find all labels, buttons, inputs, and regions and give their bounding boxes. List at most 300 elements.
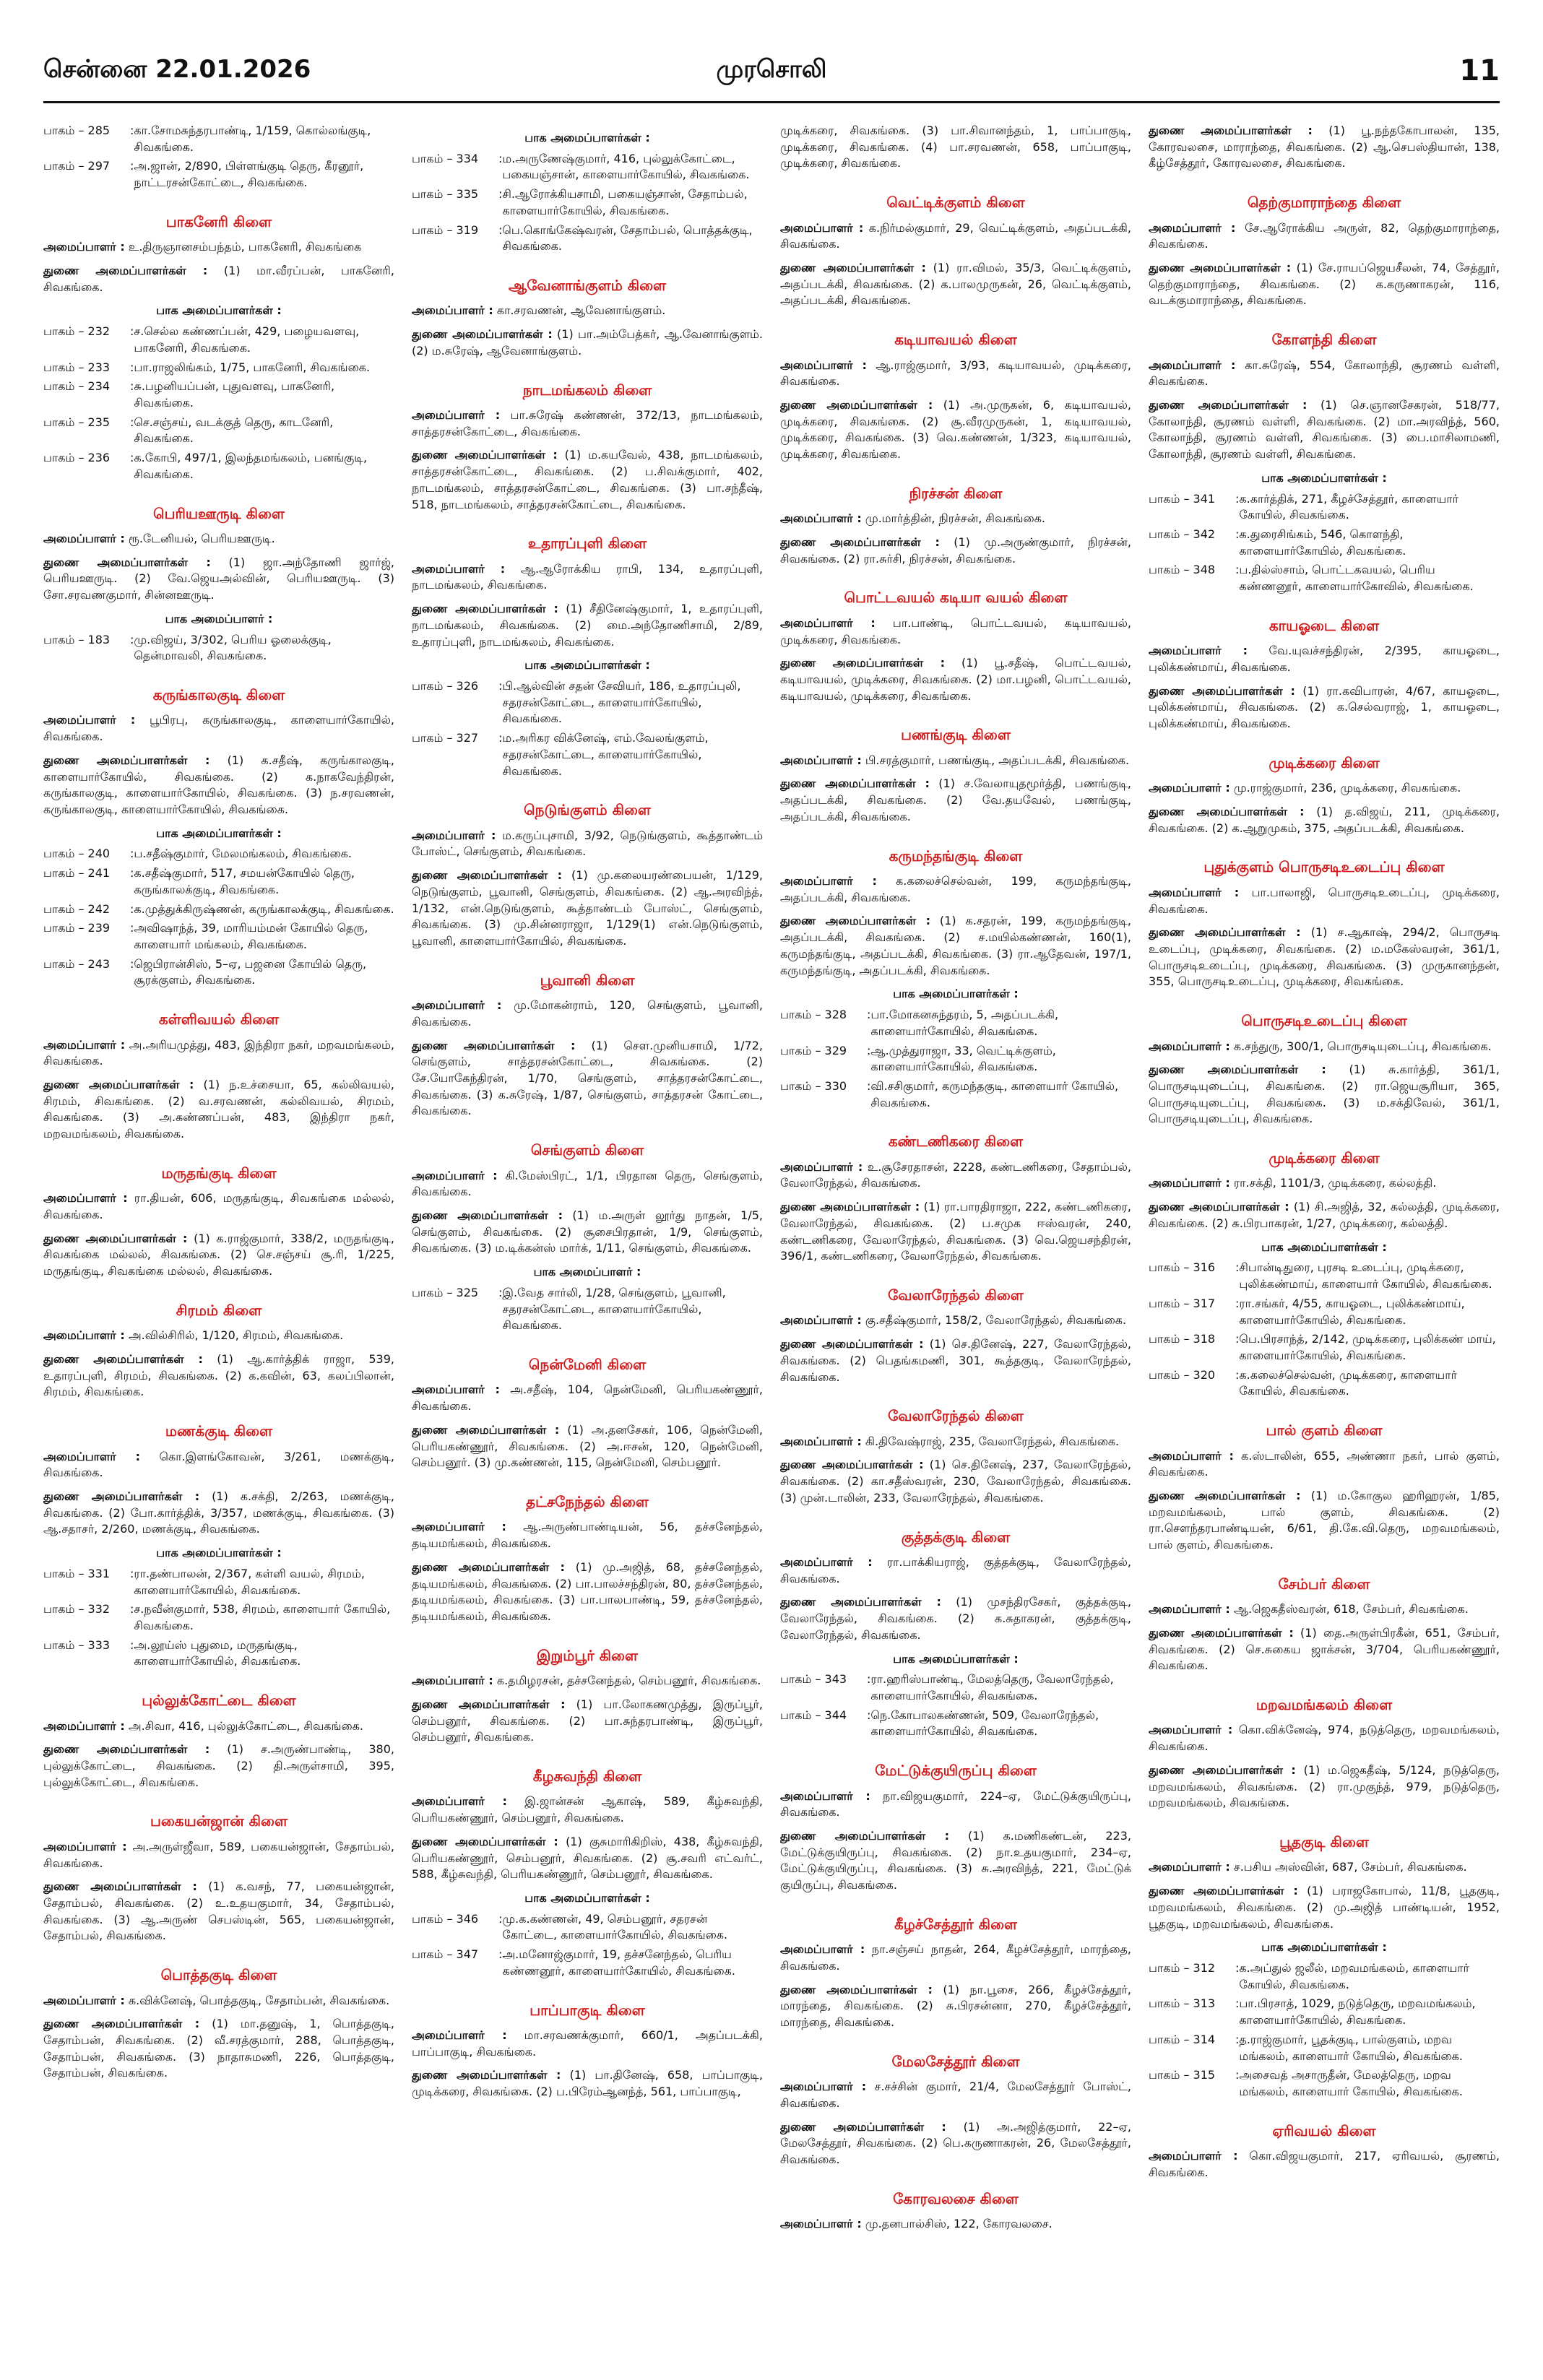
officer-details: (1) ஆ.கார்த்திக் ராஜா, 539, உதாரப்புளி, சிரமம், சிவகங்கை. (2) க.கவின், 63, கலப்பிலான், சிரமம், சிவகங்கை.: [43, 1352, 394, 1399]
booth-row: [43, 324, 394, 356]
branch-heading: கோளந்தி கிளை: [1271, 331, 1377, 349]
officer-entry: [43, 712, 394, 745]
officer-details: (1) ந.உச்சையா, 65, கல்லிவயல், சிரமம், சிவகங்கை. (2) வ.சரவணன், கல்லிவயல், சிரமம், சிவகங்கை. (3) அ.கண்ணப்பன், 483, இந்திரா நகர், மறவமங்கலம், சிவகங்கை.: [43, 1078, 394, 1141]
officer-entry: [1149, 1859, 1500, 1876]
officer-entry: [780, 358, 1131, 390]
booth-separator: :: [130, 956, 134, 971]
booth-number: பாகம் – 332: [43, 1602, 111, 1617]
booth-row: [43, 123, 394, 155]
officer-details: (1) ச.அருண்பாண்டி, 380, புல்லுக்கோட்டை, சிவகங்கை. (2) தி.அருள்சாமி, 395, புல்லுக்கோட்டை, சிவகங்கை.: [43, 1742, 394, 1789]
branch-heading: புல்லுக்கோட்டை கிளை: [142, 1692, 296, 1710]
booth-agent: க.கோபி, 497/1, இலந்தமங்கலம், பனங்குடி, சிவகங்கை.: [134, 451, 368, 481]
officer-details: க.சந்துரு, 300/1, பொருசடியுடைப்பு, சிவகங்கை.: [1233, 1039, 1492, 1053]
officer-entry: [780, 1594, 1131, 1643]
branch-heading: முடிக்கரை கிளை: [1268, 1149, 1380, 1167]
officer-role-label: அமைப்பாளர் :: [1149, 885, 1240, 899]
officer-entry: [780, 1982, 1131, 2031]
officer-details: கொ.விக்னேஷ், 974, நடுத்தெரு, மறவமங்கலம், சிவகங்கை.: [1149, 1723, 1500, 1754]
officer-role-label: துணை அமைப்பாளர்கள் :: [780, 1200, 920, 1214]
branch-section: [43, 685, 394, 989]
booth-separator: :: [130, 379, 134, 394]
branch-heading: தட்சநேந்தல் கிளை: [526, 1492, 649, 1510]
booth-number: பாகம் – 342: [1149, 527, 1216, 541]
branch-section: [43, 123, 394, 191]
officer-details: (1) செ.தினேஷ், 237, வேலாரேந்தல், சிவகங்கை. (2) கா.சதீஸ்வரன், 230, வேலாரேந்தல், சிவகங்கை. (3) முன்.டாலின், 233, வேலாரேந்தல், சிவகங்கை.: [780, 1458, 1131, 1505]
booth-number: பாகம் – 243: [43, 956, 111, 971]
officer-role-label: அமைப்பாளர் :: [43, 1191, 128, 1206]
officer-entry: [412, 998, 763, 1030]
booth-number: பாகம் – 335: [412, 187, 479, 202]
edition-date: சென்னை 22.01.2026: [43, 55, 311, 84]
officer-entry: [412, 1519, 763, 1552]
booth-row: [1149, 1260, 1500, 1292]
booth-separator: :: [130, 866, 134, 880]
booth-agent: ஆ.முத்துராஜா, 33, வெட்டிக்குளம், காளையார்கோயில், சிவகங்கை.: [870, 1043, 1056, 1074]
booth-agent: ச.செல்ல கண்ணப்பன், 429, பழையவளவு, பாகனேரி, சிவகங்கை.: [134, 324, 360, 355]
officer-entry: [780, 1312, 1131, 1329]
officer-role-label: துணை அமைப்பாளர்கள் :: [1149, 1762, 1296, 1777]
booth-row: [1149, 1367, 1500, 1400]
branch-heading: நெடுங்குளம் கிளை: [524, 801, 651, 819]
officer-details: ஆ.ஜெகதீஸ்வரன், 618, சேம்பர், சிவகங்கை.: [1233, 1602, 1469, 1617]
officer-entry: [780, 776, 1131, 825]
officer-entry: [1149, 683, 1500, 732]
officer-details: (1) ம.கயவேல், 438, நாடமங்கலம், சாத்தரசன்கோட்டை, சிவகங்கை. (2) ப.சிவக்குமார், 402, நாடமங்கலம், சாத்தரசன்கோட்டை, சிவகங்கை. (3) பா.சந்தீஷ், 518, நாடமங்கலம், சாத்தரசன்கோட்டை, சிவகங்கை.: [412, 448, 763, 511]
officer-entry: [780, 1942, 1131, 1974]
booth-number: பாகம் – 319: [412, 222, 479, 237]
booth-agent: ம.அருணேஷ்குமார், 416, புல்லுக்கோட்டை, பகையஞ்சான், காளையார்கோயில், சிவகங்கை.: [502, 151, 750, 182]
booth-separator: :: [1235, 1296, 1240, 1310]
officer-entry: [780, 615, 1131, 648]
officer-role-label: அமைப்பாளர் :: [780, 874, 877, 888]
booth-agent: க.சதீஷ்குமார், 517, சமயன்கோயில் தெரு, கருங்காலக்குடி, சிவகங்கை.: [134, 866, 355, 896]
officer-details: மா.சரவணக்குமார், 660/1, அதப்படக்கி, பாப்பாகுடி, சிவகங்கை.: [412, 2028, 763, 2059]
officer-entry: [412, 1208, 763, 1257]
booth-row: [43, 846, 394, 862]
booth-number: பாகம் – 297: [43, 159, 111, 173]
officer-role-label: துணை அமைப்பாளர்கள் :: [780, 397, 933, 412]
booth-number: பாகம் – 326: [412, 678, 479, 693]
booth-number: பாகம் – 347: [412, 1947, 479, 1962]
booth-row: [780, 1708, 1131, 1740]
officer-role-label: துணை அமைப்பாளர்கள் :: [1149, 804, 1305, 818]
booth-row: [1149, 562, 1500, 594]
officer-entry: [43, 239, 394, 256]
officer-details: ரூ.டேனியல், பெரியஊருடி.: [128, 532, 275, 545]
booth-agent: பா.பிரசாத், 1029, நடுத்தெரு, மறவமங்கலம், காளையார்கோயில், சிவகங்கை.: [1239, 1996, 1476, 2028]
officer-details: (1) சீதினேஷ்குமார், 1, உதாரப்புளி, நாடமங்கலம், சிவகங்கை. (2) மை.அந்தோணிசாமி, 2/89, உதாரப்புளி, நாடமங்கலம், சிவகங்கை.: [412, 602, 763, 649]
booth-agent: பா.மோகனசுந்தரம், 5, அதப்படக்கி, காளையார்கோயில், சிவகங்கை.: [870, 1008, 1059, 1038]
branch-section: [412, 1492, 763, 1625]
booth-agent: அ.லூய்ஸ் புதுமை, மருதங்குடி, காளையார்கோயில், சிவகங்கை.: [134, 1637, 301, 1669]
booth-number: பாகம் – 318: [1149, 1332, 1216, 1346]
booth-separator: :: [1235, 1332, 1240, 1346]
branch-heading: கருங்காலகுடி கிளை: [152, 686, 285, 704]
officer-details: க.தமிழரசன், தச்சனேந்தல், செம்பனூர், சிவகங்கை.: [496, 1674, 761, 1688]
booth-agent: க.துரைசிங்கம், 546, கொளந்தி, காளையார்கோயில், சிவகங்கை.: [1239, 527, 1406, 558]
branch-heading: நிரச்சன் கிளை: [909, 484, 1003, 502]
branch-section: [1149, 1695, 1500, 1812]
officer-role-label: துணை அமைப்பாளர்கள் :: [412, 448, 558, 462]
officer-role-label: அமைப்பாளர் :: [1149, 781, 1230, 795]
officer-role-label: அமைப்பாளர் :: [412, 1794, 507, 1809]
booth-separator: :: [498, 1285, 503, 1299]
officer-details: (1) முசந்திரசேகர், குத்தக்குடி, வேலாரேந்தல், சிவகங்கை. (2) க.சுதாகரன், குத்தக்குடி, வேலாரேந்தல், சிவகங்கை.: [780, 1595, 1131, 1642]
branch-section: [412, 130, 763, 255]
officer-entry: [780, 1828, 1131, 1894]
officer-entry: [43, 753, 394, 818]
booth-agent: க.கார்த்திக், 271, கீழச்சேத்தூர், காளையார் கோயில், சிவகங்கை.: [1239, 491, 1458, 522]
branch-heading: பொருசடிஉடைப்பு கிளை: [1241, 1012, 1407, 1030]
officer-entry: [780, 2119, 1131, 2168]
booth-agent: பெ.பிரசாந்த், 2/142, முடிக்கரை, புலிக்கண் மாய், காளையார்கோயில், சிவகங்கை.: [1239, 1332, 1496, 1362]
officer-role-label: துணை அமைப்பாளர்கள் :: [412, 1559, 565, 1574]
officer-entry: [43, 1037, 394, 1070]
officer-role-label: துணை அமைப்பாளர்கள் :: [780, 1337, 924, 1351]
officer-entry: [1149, 1175, 1500, 1192]
branch-heading: நென்மேனி கிளை: [528, 1356, 647, 1373]
booth-separator: :: [1235, 491, 1240, 506]
article-columns: [43, 123, 1500, 2347]
officer-details: அ.வில்சிரில், 1/120, சிரமம், சிவகங்கை.: [128, 1328, 344, 1343]
officer-role-label: துணை அமைப்பாளர்கள் :: [780, 1595, 941, 1609]
officer-entry: [1149, 1601, 1500, 1618]
booth-row: [43, 360, 394, 376]
booth-row: [43, 956, 394, 989]
officer-entry: [1149, 2148, 1500, 2181]
booth-separator: :: [867, 1708, 871, 1722]
officer-entry: [780, 260, 1131, 309]
officer-role-label: அமைப்பாளர் :: [1149, 1448, 1234, 1463]
officer-entry: [43, 263, 394, 295]
officer-role-label: அமைப்பாளர் :: [412, 303, 493, 318]
officer-entry: [412, 303, 763, 319]
officer-details: (1) ம.அருள் லூர்து நாதன், 1/5, செங்குளம், சிவகங்கை. (2) சூசைபிரதான், 1/9, செங்குளம், சிவகங்கை. (3) ம.டிக்கன்ஸ் மார்க், 1/11, செங்குளம், சிவகங்கை.: [412, 1208, 763, 1255]
branch-heading: இறும்பூர் கிளை: [537, 1646, 638, 1664]
officer-role-label: துணை அமைப்பாளர்கள் :: [1149, 925, 1301, 940]
branch-heading: மேலசேத்தூர் கிளை: [891, 2052, 1020, 2070]
officer-role-label: துணை அமைப்பாளர்கள் :: [43, 1078, 194, 1092]
branch-heading: மேட்டுக்குயிருப்பு கிளை: [875, 1762, 1037, 1780]
officer-entry: [43, 1489, 394, 1538]
booth-number: பாகம் – 329: [780, 1043, 847, 1057]
officer-role-label: அமைப்பாளர் :: [780, 358, 867, 372]
officer-details: (1) த.விஜய், 211, முடிக்கரை, சிவகங்கை. (2) க.ஆறுமுகம், 375, அதப்படக்கி, சிவகங்கை.: [1149, 804, 1500, 835]
branch-heading: கள்ளிவயல் கிளை: [158, 1011, 280, 1029]
officer-role-label: துணை அமைப்பாளர்கள் :: [1149, 1884, 1298, 1898]
officer-details: (1) தை.அருள்பிரகீன், 651, சேம்பர், சிவகங்கை. (2) செ.சுகைய ஜாக்சன், 3/704, பெரியகண்ணூர், சிவகங்கை.: [1149, 1625, 1500, 1673]
officer-entry: [780, 655, 1131, 704]
officer-role-label: துணை அமைப்பாளர்கள் :: [43, 2017, 200, 2031]
booth-agent: செ.சஞ்சய், வடக்குத் தெரு, காடனேரி, சிவகங்கை.: [134, 415, 334, 446]
officer-entry: [1149, 780, 1500, 797]
booth-agent: ஜெபிரான்சிஸ், 5–ஏ, பஜனை கோயில் தெரு, சூரக்குளம், சிவகங்கை.: [134, 956, 367, 987]
booth-separator: :: [1235, 2068, 1240, 2082]
officer-entry: [1149, 1199, 1500, 1232]
booth-agent: சி.ஆரோக்கியசாமி, பகையஞ்சான், சேதாம்பல், காளையார்கோயில், சிவகங்கை.: [502, 187, 748, 217]
officer-role-label: துணை அமைப்பாளர்கள் :: [780, 1982, 933, 1996]
officer-entry: [1149, 123, 1500, 172]
officer-details: பா.பாண்டி, பொட்டவயல், கடியாவயல், முடிக்கரை, சிவகங்கை.: [780, 615, 1131, 646]
booth-number: பாகம் – 285: [43, 124, 111, 137]
officer-entry: [1149, 1625, 1500, 1674]
booth-number: பாகம் – 183: [43, 632, 111, 646]
officer-entry: [1149, 1488, 1500, 1554]
officer-entry: [1149, 643, 1500, 675]
officer-entry: [43, 1328, 394, 1344]
officer-details: ச.சச்சின் குமார், 21/4, மேலசேத்தூர் போஸ்ட், சிவகங்கை.: [780, 2080, 1131, 2110]
booth-agents-subheading: பாக அமைப்பாளர்கள் :: [156, 826, 282, 840]
booth-separator: :: [867, 1008, 871, 1022]
officer-role-label: துணை அமைப்பாளர்கள் :: [1149, 124, 1313, 137]
branch-heading: பொத்தகுடி கிளை: [160, 1966, 277, 1984]
officer-details: உ.திருஞானசம்பந்தம், பாகனேரி, சிவகங்கை: [128, 240, 362, 254]
officer-details: (1) குசுமாரிகிறிஸ், 438, கீழ்சுவந்தி, பெரியகண்ணூர், செம்பனூர், சிவகங்கை. (2) சூ.சவரி எட்வர்ட், 588, கீழ்சுவந்தி, பெரியகண்ணூர், செம்பனூர், சிவகங்கை.: [412, 1834, 763, 1882]
officer-details: கொ.இளங்கோவன், 3/261, மணக்குடி, சிவகங்கை.: [43, 1449, 394, 1480]
officer-entry: [780, 2079, 1131, 2111]
officer-role-label: அமைப்பாளர் :: [43, 532, 125, 545]
officer-details: (1) ம.கோகுல ஹரிஹரன், 1/85, மறவமங்கலம், பால் குளம், சிவகங்கை. (2) ரா.சௌந்தரபாண்டியன், 6/61, தி.கே.வி.தெரு, மறவமங்கலம், பால் குளம், சிவகங்கை.: [1149, 1488, 1500, 1552]
booth-row: [43, 1566, 394, 1598]
booth-separator: :: [130, 847, 134, 861]
booth-agents-subheading: பாக அமைப்பாளர்கள் :: [524, 1890, 650, 1905]
officer-entry: [780, 1457, 1131, 1506]
booth-agents-subheading: பாக அமைப்பாளர்கள் :: [156, 1546, 282, 1560]
booth-agent: அசைவத் அசாருதீன், மேலத்தெரு, மறவ மங்கலம், காளையார் கோயில், சிவகங்கை.: [1239, 2068, 1463, 2099]
officer-role-label: துணை அமைப்பாளர்கள் :: [1149, 1625, 1294, 1640]
officer-details: (1) ரா.கவிபாரன், 4/67, காயஓடை, புலிக்கண்மாய், சிவகங்கை. (2) க.செல்வராஜ், 1, காயஓடை, புலிக்கண்மாய், சிவகங்கை.: [1149, 683, 1500, 731]
branch-heading: பூவானி கிளை: [540, 971, 635, 989]
booth-number: பாகம் – 333: [43, 1637, 111, 1652]
booth-agent: அ.ஜான், 2/890, பிள்ளங்குடி தெரு, கீரனூர், நாட்டரசன்கோட்டை, சிவகங்கை.: [134, 159, 364, 190]
branch-heading: கருமந்தங்குடி கிளை: [889, 847, 1023, 865]
branch-heading: சிரமம் கிளை: [176, 1301, 262, 1319]
officer-details: ரா.தியன், 606, மருதங்குடி, சிவகங்கை மல்லல், சிவகங்கை.: [43, 1191, 394, 1222]
branch-section: [43, 503, 394, 665]
branch-section: [1149, 1420, 1500, 1554]
officer-role-label: துணை அமைப்பாளர்கள் :: [1149, 683, 1295, 698]
column-1: [43, 123, 394, 2347]
officer-role-label: அமைப்பாளர் :: [412, 1674, 493, 1688]
branch-section: [1149, 753, 1500, 837]
branch-heading: கீழசுவந்தி கிளை: [532, 1767, 642, 1785]
officer-details: (1) பராஜகோபால், 11/8, பூதகுடி, மறவமங்கலம், சிவகங்கை. (2) மு.அஜித் பாண்டியன், 1952, பூதகுடி, மறவமங்கலம், சிவகங்கை.: [1149, 1884, 1500, 1931]
officer-details: க.விக்னேஷ், பொத்தகுடி, சேதாம்பன், சிவகங்கை.: [128, 1993, 390, 2007]
officer-role-label: துணை அமைப்பாளர்கள் :: [780, 914, 930, 928]
booth-number: பாகம் – 314: [1149, 2032, 1216, 2046]
booth-number: பாகம் – 343: [780, 1672, 847, 1687]
officer-entry: [780, 397, 1131, 463]
officer-role-label: துணை அமைப்பாளர்கள் :: [412, 1038, 576, 1052]
officer-role-label: துணை அமைப்பாளர்கள் :: [1149, 260, 1292, 274]
branch-heading: ஏரிவயல் கிளை: [1272, 2121, 1376, 2139]
officer-role-label: அமைப்பாளர் :: [780, 1434, 862, 1448]
branch-heading: தெற்குமாராந்தை கிளை: [1247, 194, 1401, 212]
booth-separator: :: [130, 921, 134, 935]
officer-details: ரா.பாக்கியராஜ், குத்தக்குடி, வேலாரேந்தல், சிவகங்கை.: [780, 1555, 1131, 1585]
officer-entry: [1149, 1448, 1500, 1481]
branch-heading: மறவமங்கலம் கிளை: [1255, 1696, 1393, 1714]
branch-section: [1149, 1011, 1500, 1128]
branch-section: [780, 724, 1131, 825]
branch-heading: பெரியஊருடி கிளை: [153, 504, 285, 522]
officer-entry: [780, 535, 1131, 567]
officer-details: அ.அரியமுத்து, 483, இந்திரா நகர், மறவமங்கலம், சிவகங்கை.: [43, 1037, 394, 1068]
branch-heading: மருதங்குடி கிளை: [161, 1164, 277, 1182]
officer-role-label: துணை அமைப்பாளர்கள் :: [780, 656, 946, 670]
booth-separator: :: [1235, 2032, 1240, 2046]
booth-agent: அ.மனோஜ்குமார், 19, தச்சனேந்தல், பெரிய கண்ணனூர், காளையார்கோயில், சிவகங்கை.: [502, 1947, 735, 1978]
officer-details: மு.ராஜ்குமார், 236, முடிக்கரை, சிவகங்கை.: [1233, 781, 1461, 795]
booth-separator: :: [1235, 1961, 1240, 1976]
booth-row: [43, 158, 394, 191]
officer-role-label: அமைப்பாளர் :: [412, 998, 502, 1013]
officer-details: பா.சுரேஷ் கண்ணன், 372/13, நாடமங்கலம், சாத்தரசன்கோட்டை, சிவகங்கை.: [412, 407, 763, 438]
officer-role-label: அமைப்பாளர் :: [780, 1159, 863, 1174]
officer-entry: [1149, 397, 1500, 463]
officer-details: (1) பா.தினேஷ், 658, பாப்பாகுடி, முடிக்கரை, சிவகங்கை. (2) ப.பிரேம்ஆனந்த், 561, பாப்பாகுடி,: [412, 2068, 763, 2099]
officer-details: ச.பசிய அஸ்வின், 687, சேம்பர், சிவகங்கை.: [1233, 1860, 1467, 1874]
branch-section: [780, 2189, 1131, 2233]
officer-details: ஆ.ராஜ்குமார், 3/93, கடியாவயல், முடிக்கரை, சிவகங்கை.: [780, 358, 1131, 389]
branch-section: [1149, 2121, 1500, 2181]
officer-entry: [43, 555, 394, 604]
officer-entry: [412, 2028, 763, 2060]
officer-entry: [43, 1839, 394, 1871]
officer-details: மு.மார்த்தின், நிரச்சன், சிவகங்கை.: [865, 511, 1045, 526]
booth-agents-subheading: பாக அமைப்பாளர்கள் :: [1261, 1940, 1387, 1955]
booth-separator: :: [130, 159, 134, 173]
branch-heading: கடியாவயல் கிளை: [894, 331, 1017, 349]
booth-separator: :: [130, 415, 134, 429]
officer-entry: [412, 1793, 763, 1826]
booth-separator: :: [130, 124, 134, 137]
branch-section: [412, 1766, 763, 1980]
booth-row: [412, 730, 763, 779]
officer-details: (1) அ.முருகன், 6, கடியாவயல், முடிக்கரை, சிவகங்கை. (2) சூ.வீரமுருகன், 1, கடியாவயல், முடிக்கரை, சிவகங்கை. (3) வெ.கண்ணன், 1/323, கடியாவயல், முடிக்கரை, சிவகங்கை.: [780, 397, 1131, 462]
officer-entry: [1149, 358, 1500, 390]
officer-entry: [780, 1199, 1131, 1265]
officer-entry: [780, 913, 1131, 979]
branch-heading: பாகனேரி கிளை: [165, 212, 272, 230]
officer-details: (1) மு.கலையரண்பையன், 1/129, நெடுங்குளம், பூவானி, செங்குளம், சிவகங்கை. (2) ஆ.அரவிந்த், 1/132, என்.நெடுங்குளம், கூத்தாண்டம் போஸ்ட், செங்குளம், சிவகங்கை. (3) மு.சின்னராஜா, 1/129(1) என்.நெடுங்குளம், பூவானி, காளையார்கோயில், சிவகங்கை.: [412, 868, 763, 948]
officer-details: (1) க.சதரன், 199, கருமந்தங்குடி, அதப்படக்கி, சிவகங்கை. (2) ச.மயில்கண்ணன், 160(1), கருமந்தங்குடி, அதப்படக்கி, சிவகங்கை. (3) ரா.ஆதேவன், 197/1, கருமந்தங்குடி, அதப்படக்கி, சிவகங்கை.: [780, 914, 1131, 977]
officer-entry: [1149, 1062, 1500, 1128]
booth-separator: :: [498, 222, 503, 237]
officer-details: (1) நா.பூசை, 266, கீழச்சேத்தூர், மாரந்தை, சிவகங்கை. (2) சு.பிரசன்னா, 270, கீழச்சேத்தூர், மாரந்தை, சிவகங்கை.: [780, 1982, 1131, 2030]
branch-section: [780, 1131, 1131, 1265]
booth-row: [780, 1043, 1131, 1076]
branch-heading: பாப்பாகுடி கிளை: [530, 2001, 645, 2019]
officer-entry: [780, 1554, 1131, 1587]
officer-details: (1) மா.தனுஷ், 1, பொத்தகுடி, சேதாம்பன், சிவகங்கை. (2) வீ.சரத்குமார், 288, பொத்தகுடி, சேதாம்பன், சிவகங்கை. (3) நாதாசுமணி, 226, பொத்தகுடி, சேதாம்பன், சிவகங்கை.: [43, 2017, 394, 2080]
officer-role-label: துணை அமைப்பாளர்கள் :: [43, 555, 211, 569]
officer-entry: [1149, 1722, 1500, 1754]
booth-row: [412, 1947, 763, 1979]
booth-row: [1149, 1296, 1500, 1328]
officer-entry: [412, 1834, 763, 1883]
booth-row: [780, 1078, 1131, 1111]
booth-number: பாகம் – 234: [43, 379, 111, 394]
officer-details: கி.மேஸ்பிரட், 1/1, பிரதான தெரு, செங்குளம், சிவகங்கை.: [412, 1168, 763, 1199]
officer-role-label: அமைப்பாளர் :: [43, 240, 125, 254]
booth-agents-subheading: பாக அமைப்பாளர்கள் :: [1261, 470, 1387, 485]
branch-section: [1149, 1574, 1500, 1674]
branch-section: [412, 970, 763, 1120]
officer-role-label: துணை அமைப்பாளர்கள் :: [412, 1208, 563, 1222]
officer-role-label: அமைப்பாளர் :: [1149, 1860, 1230, 1874]
booth-agent: கா.சோமசுந்தரபாண்டி, 1/159, கொல்லங்குடி, சிவகங்கை.: [134, 124, 371, 154]
officer-role-label: துணை அமைப்பாளர்கள் :: [780, 260, 926, 274]
officer-details: அ.சதீஷ், 104, நென்மேனி, பெரியகண்ணூர், சிவகங்கை.: [412, 1382, 763, 1414]
column-3: [780, 123, 1131, 2347]
booth-number: பாகம் – 241: [43, 866, 111, 880]
officer-entry: [780, 1434, 1131, 1450]
officer-role-label: அமைப்பாளர் :: [780, 2080, 867, 2094]
booth-row: [43, 1637, 394, 1670]
officer-role-label: துணை அமைப்பாளர்கள் :: [780, 1829, 950, 1843]
branch-section: [780, 1285, 1131, 1385]
booth-row: [1149, 491, 1500, 524]
officer-role-label: அமைப்பாளர் :: [780, 1555, 873, 1569]
booth-row: [43, 865, 394, 898]
branch-heading: வெட்டிக்குளம் கிளை: [886, 194, 1025, 212]
officer-entry: [780, 1159, 1131, 1192]
officer-role-label: துணை அமைப்பாளர்கள் :: [43, 1742, 210, 1757]
officer-role-label: துணை அமைப்பாளர்கள் :: [43, 1879, 197, 1894]
officer-role-label: துணை அமைப்பாளர்கள் :: [1149, 1063, 1326, 1077]
booth-number: பாகம் – 242: [43, 901, 111, 916]
branch-section: [412, 275, 763, 360]
officer-details: (1) க.வசந், 77, பகையன்ஜான், சேதாம்பல், சிவகங்கை. (2) உ.உதயகுமார், 34, சேதாம்பல், சிவகங்கை. (3) ஆ.அருண் செபஸ்டின், 565, பகையன்ஜான், சேதாம்பல், சிவகங்கை.: [43, 1879, 394, 1943]
booth-number: பாகம் – 330: [780, 1078, 847, 1093]
booth-agent: பெ.கொங்கேஷ்வரன், சேதாம்பல், பொத்தக்குடி, சிவகங்கை.: [502, 222, 753, 254]
branch-heading: காயஓடை கிளை: [1268, 616, 1380, 634]
officer-entry: [43, 1449, 394, 1481]
officer-entry: [1149, 925, 1500, 990]
booth-agent: நெ.கோபாலகண்ணன், 509, வேலாரேந்தல், காளையார்கோயில், சிவகங்கை.: [870, 1708, 1099, 1739]
officer-role-label: அமைப்பாளர் :: [1149, 1039, 1230, 1053]
officer-role-label: துணை அமைப்பாளர்கள் :: [1149, 1200, 1289, 1214]
booth-agent: சு.பழனியப்பன், புதுவளவு, பாகனேரி, சிவகங்கை.: [134, 379, 335, 410]
branch-heading: சேம்பர் கிளை: [1278, 1575, 1370, 1593]
officer-details: (1) அ.அஜித்குமார், 22–ஏ, மேலசேத்தூர், சிவகங்கை. (2) பெ.கருணாகரன், 26, மேலசேத்தூர், சிவகங்கை.: [780, 2119, 1131, 2167]
branch-section: [780, 192, 1131, 309]
booth-row: [43, 450, 394, 483]
officer-entry: [43, 1077, 394, 1143]
officer-role-label: அமைப்பாளர் :: [412, 1520, 506, 1534]
booth-separator: :: [498, 1911, 503, 1926]
branch-section: [1149, 1148, 1500, 1400]
branch-section: [43, 1009, 394, 1143]
officer-details: (1) அ.தனசேகர், 106, நென்மேனி, பெரியகண்ணூர், சிவகங்கை. (2) அ.ஈசன், 120, நென்மேனி, செம்பனூர். (3) மு.கண்ணன், 115, நென்மேனி, செம்பனூர்.: [412, 1422, 763, 1470]
booth-row: [412, 1285, 763, 1334]
officer-entry: [412, 828, 763, 860]
officer-entry: [412, 601, 763, 650]
officer-details: அ.அருள்ஜீவா, 589, பகையன்ஜான், சேதாம்பல், சிவகங்கை.: [43, 1839, 394, 1870]
booth-row: [412, 222, 763, 255]
booth-number: பாகம் – 232: [43, 324, 111, 339]
officer-details: (1) ச.வேலாயுதமூர்த்தி, பணங்குடி, அதப்படக்கி, சிவகங்கை. (2) வே.தயவேல், பணங்குடி, அதப்படக்கி, சிவகங்கை.: [780, 776, 1131, 823]
branch-section: [780, 1760, 1131, 1894]
booth-agent: க.அப்துல் ஜலீல், மறவமங்கலம், காளையார் கோயில், சிவகங்கை.: [1239, 1961, 1469, 1991]
branch-heading: மணக்குடி கிளை: [165, 1422, 273, 1440]
branch-heading: பணங்குடி கிளை: [901, 726, 1011, 744]
officer-details: சே.ஆரோக்கிய அருள், 82, தெற்குமாராந்தை, சிவகங்கை.: [1149, 220, 1500, 251]
officer-details: (1) சி.அஜித், 32, கல்லத்தி, முடிக்கரை, சிவகங்கை. (2) சு.பிரபாகரன், 1/27, முடிக்கரை, கல்லத்தி.: [1149, 1200, 1500, 1230]
officer-role-label: துணை அமைப்பாளர்கள் :: [780, 2119, 946, 2134]
officer-details: உ.சூசேரதாசன், 2228, கண்டணிகரை, சேதாம்பல், வேலாரேந்தல், சிவகங்கை.: [780, 1159, 1131, 1190]
